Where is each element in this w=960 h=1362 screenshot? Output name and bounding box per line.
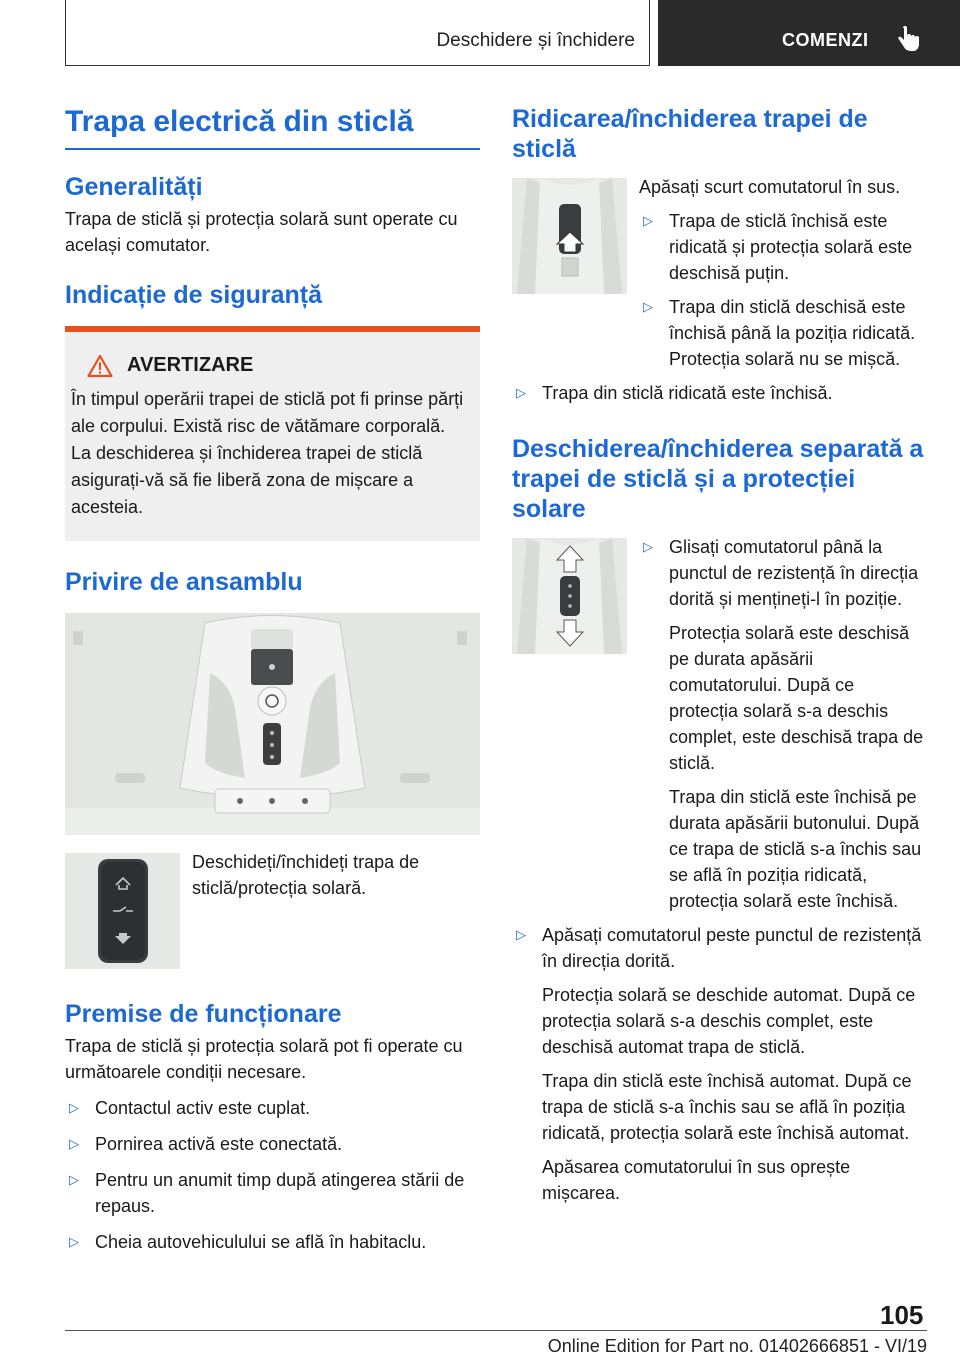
- separate-item-detail: Apăsarea comutatorului în sus oprește mișcarea.: [542, 1157, 851, 1203]
- triangle-bullet-icon: ▷: [69, 1171, 79, 1187]
- raise-item: ▷ Trapa de sticlă închisă este ridicată și protecția solară este deschisă puțin.: [639, 208, 927, 286]
- raise-item: ▷ Trapa din sticlă ridicată este închisă.: [512, 380, 927, 406]
- separate-item: ▷ Glisați comutatorul până la punctul de rezistență în direcția dorită și mențineți-l în poziție.: [639, 534, 927, 612]
- switch-row: [65, 853, 480, 969]
- hand-pointer-icon: [896, 26, 920, 54]
- chapter-title: Deschidere și închidere: [436, 30, 635, 51]
- edition-note: Online Edition for Part no. 01402666851 - VI/19: [547, 1336, 927, 1356]
- general-heading: Generalități: [65, 172, 203, 201]
- overhead-console-image: [65, 613, 480, 835]
- separate-item-detail: Trapa din sticlă este închisă pe durata apăsării butonului. După ce trapa de sticlă s-a închis sau se află în poziția ridicată, protecția solară este închisă.: [669, 787, 922, 911]
- separate-item: ▷ Apăsați comutatorul peste punctul de rezistență în direcția dorită.: [512, 922, 927, 974]
- condition-item: ▷ Cheia autovehiculului se află în habitaclu.: [65, 1229, 480, 1255]
- premise-text: Trapa de sticlă și protecția solară pot fi operate cu următoarele condiții necesare.: [65, 1035, 463, 1082]
- premise-heading: Premise de funcționare: [65, 999, 342, 1028]
- switch-push-up-image: [512, 178, 627, 294]
- switch-push-up-drawing: [512, 178, 627, 294]
- switch-caption: Deschideți/închideți trapa de sticlă/protecția solară.: [192, 851, 420, 898]
- sunroof-switch-image: [65, 853, 180, 969]
- right-column: [512, 104, 927, 1206]
- triangle-bullet-icon: ▷: [69, 1099, 79, 1115]
- condition-item: ▷ Contactul activ este cuplat.: [65, 1095, 480, 1121]
- triangle-bullet-icon: ▷: [643, 299, 653, 314]
- sunroof-switch-drawing: [65, 853, 180, 969]
- overhead-console-drawing: [65, 613, 480, 835]
- triangle-bullet-icon: ▷: [643, 213, 653, 228]
- triangle-bullet-icon: ▷: [516, 385, 526, 400]
- triangle-bullet-icon: ▷: [516, 927, 526, 942]
- page-number: 105: [880, 1300, 924, 1330]
- footer-divider: [65, 1330, 927, 1331]
- condition-item: ▷ Pornirea activă este conectată.: [65, 1131, 480, 1157]
- switch-slide-drawing: [512, 538, 627, 654]
- warning-triangle-icon: [87, 354, 113, 378]
- separate-row: [512, 538, 927, 914]
- warning-box: [65, 326, 480, 541]
- raise-heading: Ridicarea/închiderea trapei de sticlă: [512, 105, 868, 163]
- safety-heading: Indicație de siguranță: [65, 280, 323, 309]
- warning-label: AVERTIZARE: [127, 354, 254, 376]
- separate-item-detail: Protecția solară se deschide automat. După ce protecția solară s-a deschis complet, este deschisă automat trapa de sticlă.: [542, 985, 916, 1057]
- warning-text: În timpul operării trapei de sticlă pot fi prinse părți ale corpului. Există risc de vătămare corporală. La deschiderea și închiderea trapei de sticlă asigurați-vă să fie liberă zona de mișcare a acesteia.: [71, 388, 464, 517]
- raise-row: [512, 178, 927, 372]
- overview-heading: Privire de ansamblu: [65, 567, 303, 596]
- separate-item-detail: Trapa din sticlă este închisă automat. După ce trapa de sticlă s-a închis sau se află în poziția ridicată, protecția solară este închisă automat.: [542, 1071, 912, 1143]
- triangle-bullet-icon: ▷: [69, 1233, 79, 1249]
- warning-header: [87, 354, 470, 378]
- condition-item: ▷ Pentru un anumit timp după atingerea stării de repaus.: [65, 1167, 480, 1219]
- raise-instructions: [639, 174, 927, 372]
- switch-slide-image: [512, 538, 627, 654]
- separate-instructions: [639, 534, 927, 914]
- title-divider: [65, 148, 480, 150]
- general-text: Trapa de sticlă și protecția solară sunt operate cu același comutator.: [65, 208, 458, 255]
- section-label: COMENZI: [782, 30, 869, 50]
- raise-text: Apăsați scurt comutatorul în sus.: [639, 177, 901, 197]
- separate-item-detail: Protecția solară este deschisă pe durata apăsării comutatorului. După ce protecția solară s-a deschis complet, este deschisă trapa de sticlă.: [669, 623, 924, 773]
- triangle-bullet-icon: ▷: [69, 1135, 79, 1151]
- left-column: [65, 104, 480, 1255]
- page-title: Trapa electrică din sticlă: [65, 105, 414, 138]
- triangle-bullet-icon: ▷: [643, 539, 653, 554]
- separate-heading: Deschiderea/închiderea separată a trapei de sticlă și a protecției solare: [512, 435, 924, 523]
- raise-item: ▷ Trapa din sticlă deschisă este închisă până la poziția ridicată. Protecția solară nu se mișcă.: [639, 294, 927, 372]
